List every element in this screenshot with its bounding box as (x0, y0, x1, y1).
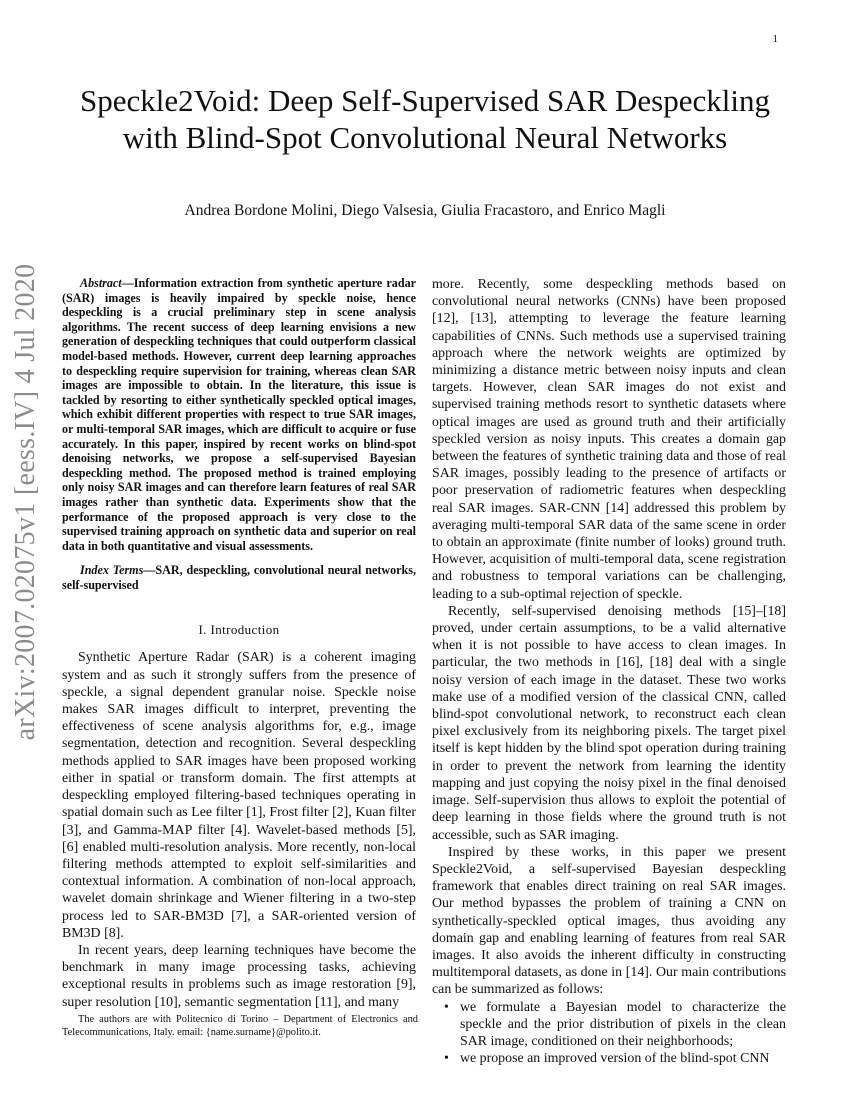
list-item (432, 999, 786, 1051)
left-column (62, 276, 416, 1011)
index-terms-label: Index Terms (80, 563, 144, 578)
arxiv-identifier-text: arXiv:2007.02075v1 [eess.IV] 4 Jul 2020 (10, 263, 41, 741)
abstract-text: —Information extraction from synthetic aperture radar (SAR) images is heavily impaired by speckle noise, hence despeckling is a crucial preliminary step in scene analysis algorithms. The recent success of deep learning envisions a new generation of despeckling techniques that could outperform classical model-based methods. However, current deep learning approaches to despeckling require supervision for training, whereas clean SAR images are impossible to obtain. In the literature, this issue is tackled by resorting to either synthetically speckled optical images, which exhibit different properties with respect to true SAR images, or multi-temporal SAR images, which are difficult to acquire or fuse accurately. In this paper, inspired by recent works on blind-spot denoising networks, we propose a self-supervised Bayesian despeckling method. The proposed method is trained employing only noisy SAR images and can therefore learn features of real SAR images rather than synthetic data. Experiments show that the performance of the proposed approach is very close to the supervised training approach on synthetic data and superior on real data in both quantitative and visual assessments. (62, 276, 416, 553)
body-paragraph: Inspired by these works, in this paper we present Speckle2Void, a self-supervised Bayesian despeckling framework that enables direct training on real SAR images. Our method bypasses the problem of training a CNN on synthetically-speckled optical images, thus avoiding any domain gap and enabling learning of features from real SAR images. It also avoids the inherent difficulty in constructing multitemporal datasets, as done in [14]. Our main contributions can be summarized as follows: (432, 844, 786, 998)
intro-paragraph: In recent years, deep learning techniques have become the benchmark in many image processing tasks, achieving exceptional results in problems such as image restoration [9], super resolution [10], semantic segmentation [11], and many (62, 942, 416, 1010)
footnote: The authors are with Politecnico di Torino – Department of Electronics and Telecommunications, Italy. email: {name.surname}@polito.it. (62, 1014, 418, 1038)
body-paragraph: Recently, self-supervised denoising methods [15]–[18] proved, under certain assumptions, to be a valid alternative when it is not possible to have access to clean images. In particular, the two methods in [16], [18] deal with a single noisy version of each image in the dataset. These two works make use of a modified version of the classical CNN, called blind-spot convolutional network, to reconstruct each clean pixel exclusively from its neighboring pixels. The target pixel itself is kept hidden by the blind spot operation during training in order to prevent the network from learning the identity mapping and just copying the noisy pixel in the final denoised image. Self-supervision thus allows to exploit the potential of deep learning in those fields where the ground truth is not accessible, such as SAR imaging. (432, 603, 786, 843)
paper-title: Speckle2Void: Deep Self-Supervised SAR Despeckling with Blind-Spot Convolutional Neural Networks (80, 83, 770, 155)
bullet-icon: • (444, 1051, 449, 1067)
abstract-label: Abstract (80, 276, 122, 290)
paper-authors: Andrea Bordone Molini, Diego Valsesia, Giulia Fracastoro, and Enrico Magli (184, 202, 666, 219)
body-paragraph: more. Recently, some despeckling methods based on convolutional neural networks (CNNs) have been proposed [12], [13], attempting to leverage the feature learning capabilities of CNNs. Such methods use a supervised training approach where the network weights are optimized by minimizing a distance metric between noisy inputs and clean targets. However, clean SAR images do not exist and supervised training methods resort to synthetic datasets where optical images are used as ground truth and their artificially speckled version as noisy inputs. This creates a domain gap between the features of synthetic training data and those of real SAR images, possibly leading to the presence of artifacts or poor preservation of radiometric features when despeckling real SAR images. SAR-CNN [14] addressed this problem by averaging multi-temporal SAR data of the same scene in order to obtain an approximate (finite number of looks) ground truth. However, acquisition of multi-temporal data, scene registration and robustness to temporal variations can be challenging, leading to a sub-optimal rejection of speckle. (432, 277, 786, 602)
bullet-icon: • (444, 999, 449, 1015)
abstract (62, 276, 416, 553)
list-item-text: we formulate a Bayesian model to characterize the speckle and the prior distribution of pixels in the clean SAR image, conditioned on their neighborhoods; (460, 999, 786, 1049)
arxiv-identifier-sidebar (2, 263, 50, 741)
list-item (432, 1050, 786, 1067)
contributions-list (432, 999, 786, 1068)
index-terms (62, 563, 416, 592)
list-item-text: we propose an improved version of the blind-spot CNN (460, 1051, 770, 1067)
section-heading-introduction: I. Introduction (198, 622, 280, 638)
index-terms-text: —SAR, despeckling, convolutional neural networks, self-supervised (62, 563, 416, 592)
page-number: 1 (772, 33, 778, 45)
right-column (432, 276, 786, 1067)
intro-paragraph: Synthetic Aperture Radar (SAR) is a coherent imaging system and as such it strongly suffers from the presence of speckle, a signal dependent granular noise. Speckle noise makes SAR images difficult to interpret, preventing the effectiveness of scene analysis algorithms for, e.g., image segmentation, detection and recognition. Several despeckling methods applied to SAR images have been proposed working either in spatial or transform domain. The first attempts at despeckling employed filtering-based techniques operating in spatial domain such as Lee filter [1], Frost filter [2], Kuan filter [3], and Gamma-MAP filter [4]. Wavelet-based methods [5], [6] enabled multi-resolution analysis. More recently, non-local filtering methods attempted to exploit self-similarities and contextual information. A combination of non-local approach, wavelet domain shrinkage and Wiener filtering in a two-step process led to SAR-BM3D [7], a SAR-oriented version of BM3D [8]. (62, 650, 416, 941)
